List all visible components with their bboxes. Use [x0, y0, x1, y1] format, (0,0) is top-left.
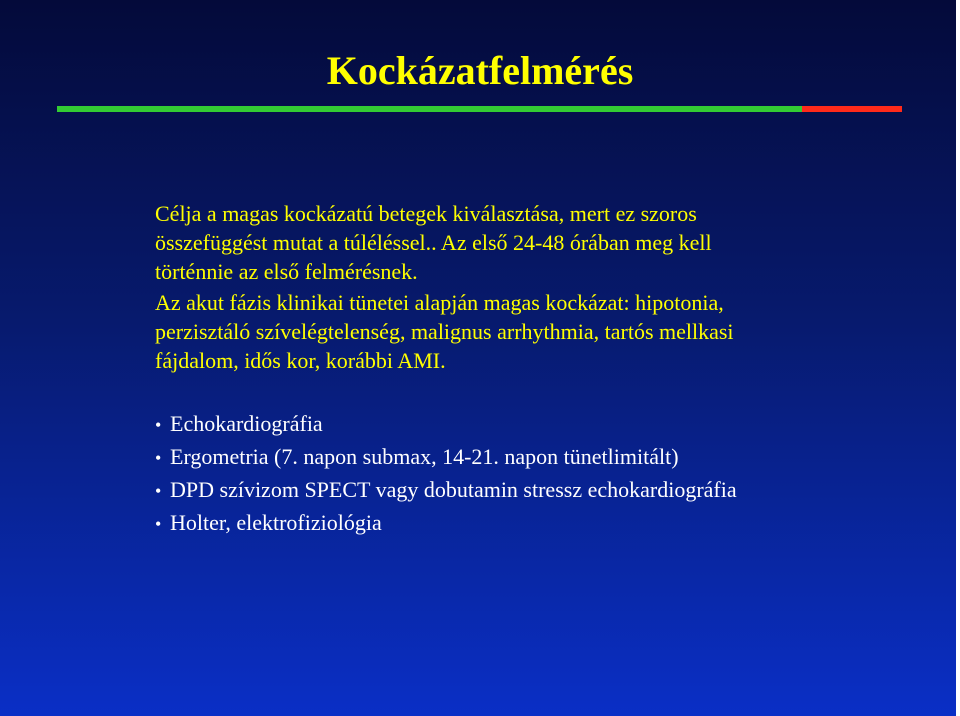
title-underline-green — [57, 106, 802, 112]
risk-line: perzisztáló szívelégtelenség, malignus arrhythmia, tartós mellkasi — [155, 319, 734, 344]
title-underline-red — [802, 106, 902, 112]
intro-line: összefüggést mutat a túléléssel.. Az első 24-48 órában meg kell — [155, 230, 712, 255]
bullet-dot-icon: • — [155, 481, 162, 501]
slide-title: Kockázatfelmérés — [326, 48, 634, 93]
bullet-dot-icon: • — [155, 448, 162, 468]
bullet-item — [155, 474, 875, 507]
bullet-text: Echokardiográfia — [170, 411, 323, 436]
intro-line: történnie az első felmérésnek. — [155, 259, 418, 284]
bullet-item — [155, 441, 875, 474]
slide-edge — [956, 0, 960, 716]
bullet-text: Holter, elektrofiziológia — [170, 510, 382, 535]
bullet-list — [155, 408, 875, 540]
risk-line: fájdalom, idős kor, korábbi AMI. — [155, 348, 446, 373]
risk-paragraph — [155, 288, 855, 375]
intro-paragraph — [155, 199, 855, 286]
bullet-item — [155, 408, 875, 441]
bullet-dot-icon: • — [155, 514, 162, 534]
bullet-text: Ergometria (7. napon submax, 14-21. napon tünetlimitált) — [170, 444, 679, 469]
bullet-text: DPD szívizom SPECT vagy dobutamin stressz echokardiográfia — [170, 477, 737, 502]
bullet-dot-icon: • — [155, 415, 162, 435]
risk-line: Az akut fázis klinikai tünetei alapján magas kockázat: hipotonia, — [155, 290, 724, 315]
bullet-item — [155, 507, 875, 540]
intro-line: Célja a magas kockázatú betegek kiválasztása, mert ez szoros — [155, 201, 697, 226]
